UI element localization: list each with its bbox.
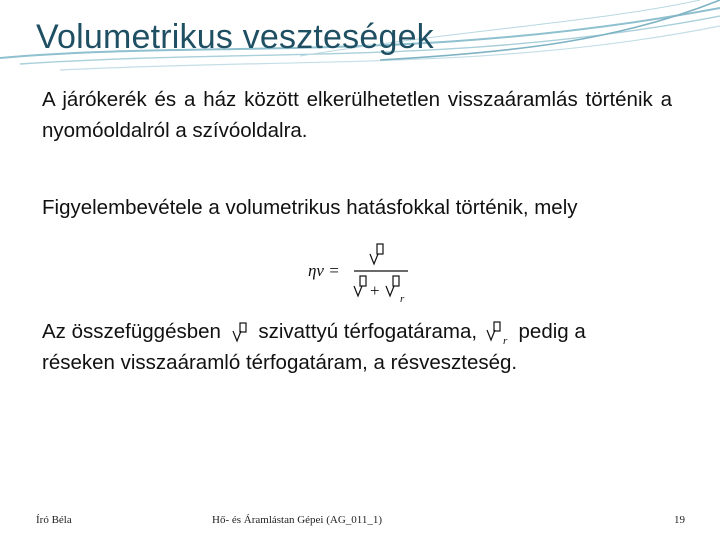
leakage-flow-rate-symbol-inline (483, 320, 513, 346)
footer-author: Író Béla (36, 514, 72, 526)
paragraph-explanation (42, 316, 672, 378)
formula-lhs: ηv = (308, 261, 340, 280)
paragraph-leakage: A járókerék és a ház között elkerülhetetlen visszaáramlás történik a nyomóoldalról a szívóoldalra. (42, 88, 672, 142)
explanation-part3: pedig a (518, 320, 586, 343)
flow-rate-symbol-inline (227, 321, 253, 345)
flow-rate-symbol-numerator (370, 244, 383, 264)
formula-subscript-r: r (400, 293, 405, 304)
flow-rate-symbol-denominator-2 (386, 276, 399, 296)
explanation-part1: Az összefüggésben (42, 320, 221, 343)
svg-text:r: r (502, 334, 508, 346)
formula-plus: + (370, 281, 380, 300)
flow-rate-symbol-denominator-1 (354, 276, 366, 296)
explanation-part2: szivattyú térfogatárama, (258, 320, 478, 343)
paragraph-volumetric-efficiency: Figyelembevétele a volumetrikus hatásfokkal történik, mely (42, 196, 578, 219)
footer-course: Hő- és Áramlástan Gépei (AG_011_1) (212, 514, 383, 526)
explanation-part4: réseken visszaáramló térfogatáram, a résveszteség. (42, 351, 518, 374)
slide-title: Volumetrikus veszteségek (36, 18, 434, 56)
volumetric-efficiency-formula (304, 240, 420, 304)
footer-page-number: 19 (674, 514, 685, 526)
